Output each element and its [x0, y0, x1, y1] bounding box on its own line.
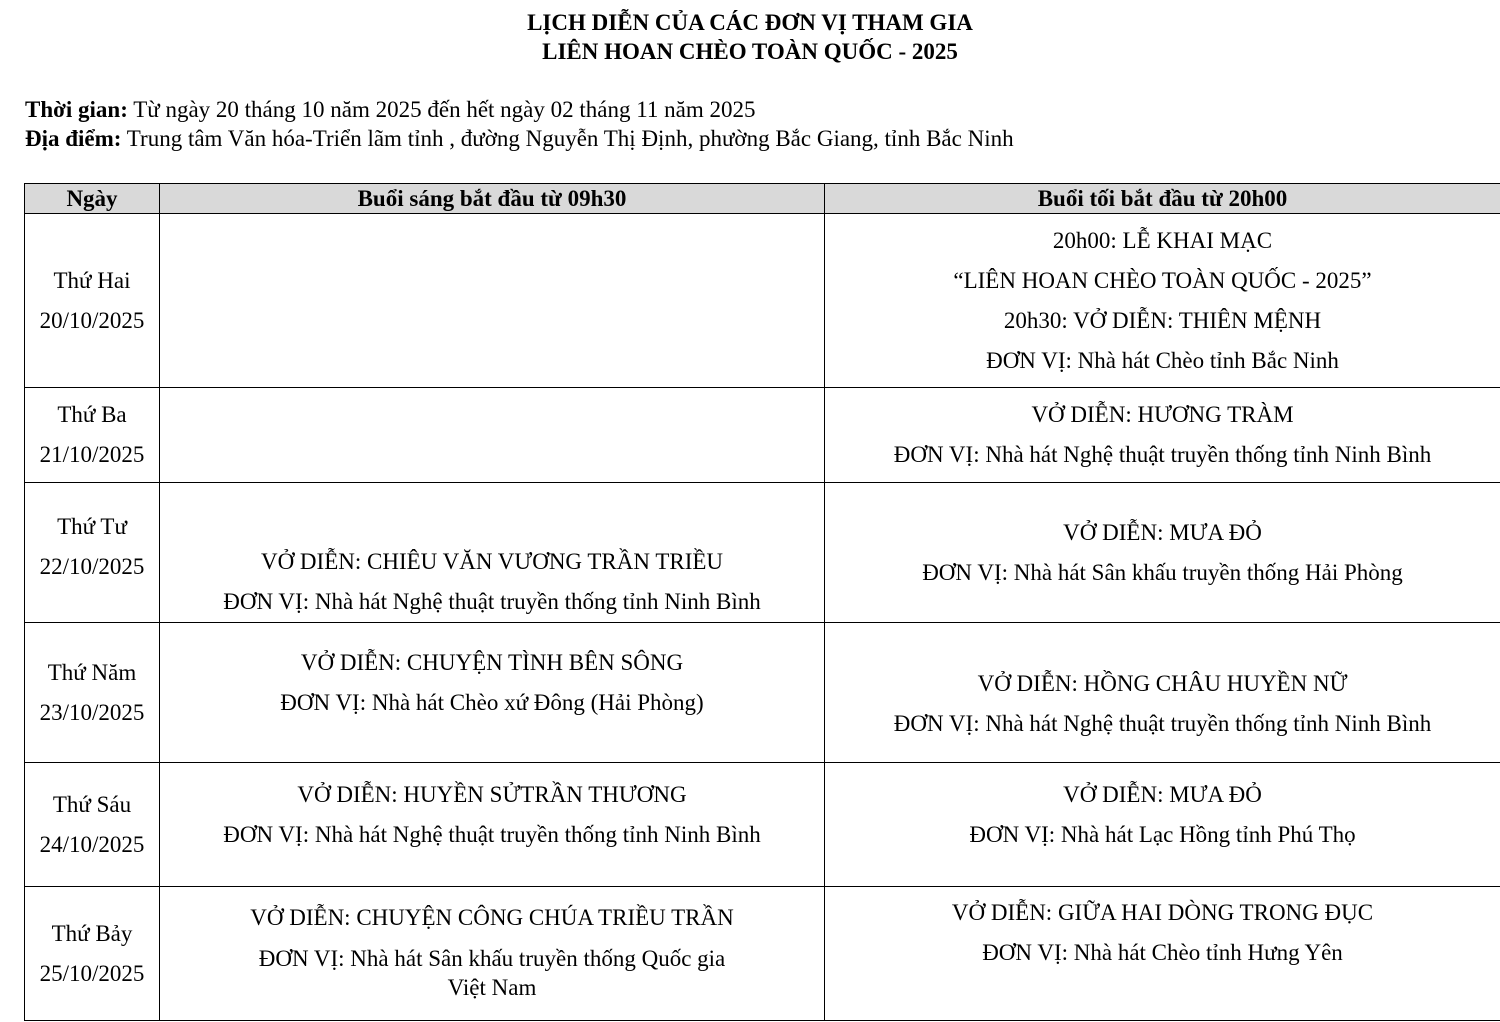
document-title [0, 8, 1500, 66]
evening-cell [825, 763, 1500, 887]
header-morning: Buổi sáng bắt đầu từ 09h30 [160, 184, 825, 214]
evening-play: VỞ DIỄN: MƯA ĐỎ [1063, 781, 1262, 807]
table-header-row [25, 184, 1500, 214]
day-cell [25, 214, 160, 388]
morning-cell [160, 763, 825, 887]
morning-unit: ĐƠN VỊ: Nhà hát Nghệ thuật truyền thống tỉnh Ninh Bình [223, 589, 761, 614]
day-cell [25, 388, 160, 483]
date: 21/10/2025 [39, 442, 145, 467]
morning-cell [160, 623, 825, 763]
morning-play: VỞ DIỄN: CHUYỆN CÔNG CHÚA TRIỀU TRẦN [250, 904, 734, 930]
table-row [25, 623, 1500, 763]
evening-unit: ĐƠN VỊ: Nhà hát Chèo tỉnh Hưng Yên [982, 940, 1343, 965]
morning-unit: ĐƠN VỊ: Nhà hát Sân khấu truyền thống Quốc gia [258, 945, 726, 971]
weekday: Thứ Bảy [51, 920, 133, 946]
evening-unit: ĐƠN VỊ: Nhà hát Sân khấu truyền thống Hải Phòng [922, 559, 1403, 585]
title-line-2: LIÊN HOAN CHÈO TOÀN QUỐC - 2025 [542, 39, 958, 64]
morning-play: VỞ DIỄN: CHUYỆN TÌNH BÊN SÔNG [300, 649, 684, 675]
evening-cell [825, 623, 1500, 763]
evening-line: 20h30: VỞ DIỄN: THIÊN MỆNH [1003, 307, 1322, 333]
weekday: Thứ Hai [53, 267, 131, 293]
morning-play: VỞ DIỄN: HUYỀN SỬTRẦN THƯƠNG [297, 781, 687, 807]
event-info [25, 95, 1014, 153]
date: 20/10/2025 [39, 307, 145, 333]
title-line-1: LỊCH DIỄN CỦA CÁC ĐƠN VỊ THAM GIA [527, 10, 973, 35]
weekday: Thứ Tư [57, 513, 127, 539]
weekday: Thứ Ba [57, 402, 127, 427]
place-info [25, 124, 1014, 153]
table-row [25, 887, 1500, 1021]
morning-unit: ĐƠN VỊ: Nhà hát Chèo xứ Đông (Hải Phòng) [280, 689, 704, 715]
place-label: Địa điểm: [25, 126, 122, 151]
date: 24/10/2025 [39, 831, 145, 857]
weekday: Thứ Năm [47, 659, 137, 685]
table-row [25, 483, 1500, 623]
header-evening: Buổi tối bắt đầu từ 20h00 [825, 184, 1500, 214]
evening-play: VỞ DIỄN: GIỮA HAI DÒNG TRONG ĐỤC [951, 900, 1374, 925]
date: 23/10/2025 [39, 699, 145, 725]
day-cell [25, 483, 160, 623]
evening-play: VỞ DIỄN: MƯA ĐỎ [1063, 519, 1262, 545]
evening-cell [825, 214, 1500, 388]
header-day: Ngày [25, 184, 160, 214]
weekday: Thứ Sáu [52, 791, 132, 817]
table-row [25, 388, 1500, 483]
evening-unit: ĐƠN VỊ: Nhà hát Nghệ thuật truyền thống tỉnh Ninh Bình [893, 442, 1432, 467]
evening-line: 20h00: LỄ KHAI MẠC [1052, 227, 1273, 253]
morning-play: VỞ DIỄN: CHIÊU VĂN VƯƠNG TRẦN TRIỀU [260, 549, 724, 574]
morning-cell [160, 214, 825, 388]
time-label: Thời gian: [25, 97, 128, 122]
table-row [25, 214, 1500, 388]
day-cell [25, 623, 160, 763]
place-value: Trung tâm Văn hóa-Triển lãm tỉnh , đường Nguyễn Thị Định, phường Bắc Giang, tỉnh Bắc Ninh [121, 126, 1014, 151]
day-cell [25, 763, 160, 887]
morning-unit-continued: Việt Nam [447, 974, 537, 1000]
evening-play: VỞ DIỄN: HỒNG CHÂU HUYỀN NỮ [977, 670, 1348, 696]
evening-unit: ĐƠN VỊ: Nhà hát Nghệ thuật truyền thống tỉnh Ninh Bình [893, 710, 1432, 736]
morning-cell [160, 483, 825, 623]
evening-cell [825, 388, 1500, 483]
time-value: Từ ngày 20 tháng 10 năm 2025 đến hết ngày 02 tháng 11 năm 2025 [127, 97, 756, 122]
evening-play: VỞ DIỄN: HƯƠNG TRÀM [1031, 402, 1294, 427]
date: 22/10/2025 [39, 553, 145, 579]
evening-line: ĐƠN VỊ: Nhà hát Chèo tỉnh Bắc Ninh [986, 347, 1339, 373]
evening-unit: ĐƠN VỊ: Nhà hát Lạc Hồng tỉnh Phú Thọ [969, 821, 1356, 847]
evening-line: “LIÊN HOAN CHÈO TOÀN QUỐC - 2025” [953, 267, 1372, 293]
day-cell [25, 887, 160, 1021]
morning-cell [160, 388, 825, 483]
table-row [25, 763, 1500, 887]
schedule-table [24, 183, 1500, 1021]
evening-cell [825, 887, 1500, 1021]
morning-unit: ĐƠN VỊ: Nhà hát Nghệ thuật truyền thống tỉnh Ninh Bình [223, 821, 761, 847]
date: 25/10/2025 [39, 960, 145, 986]
time-info [25, 95, 1014, 124]
evening-cell [825, 483, 1500, 623]
morning-cell [160, 887, 825, 1021]
